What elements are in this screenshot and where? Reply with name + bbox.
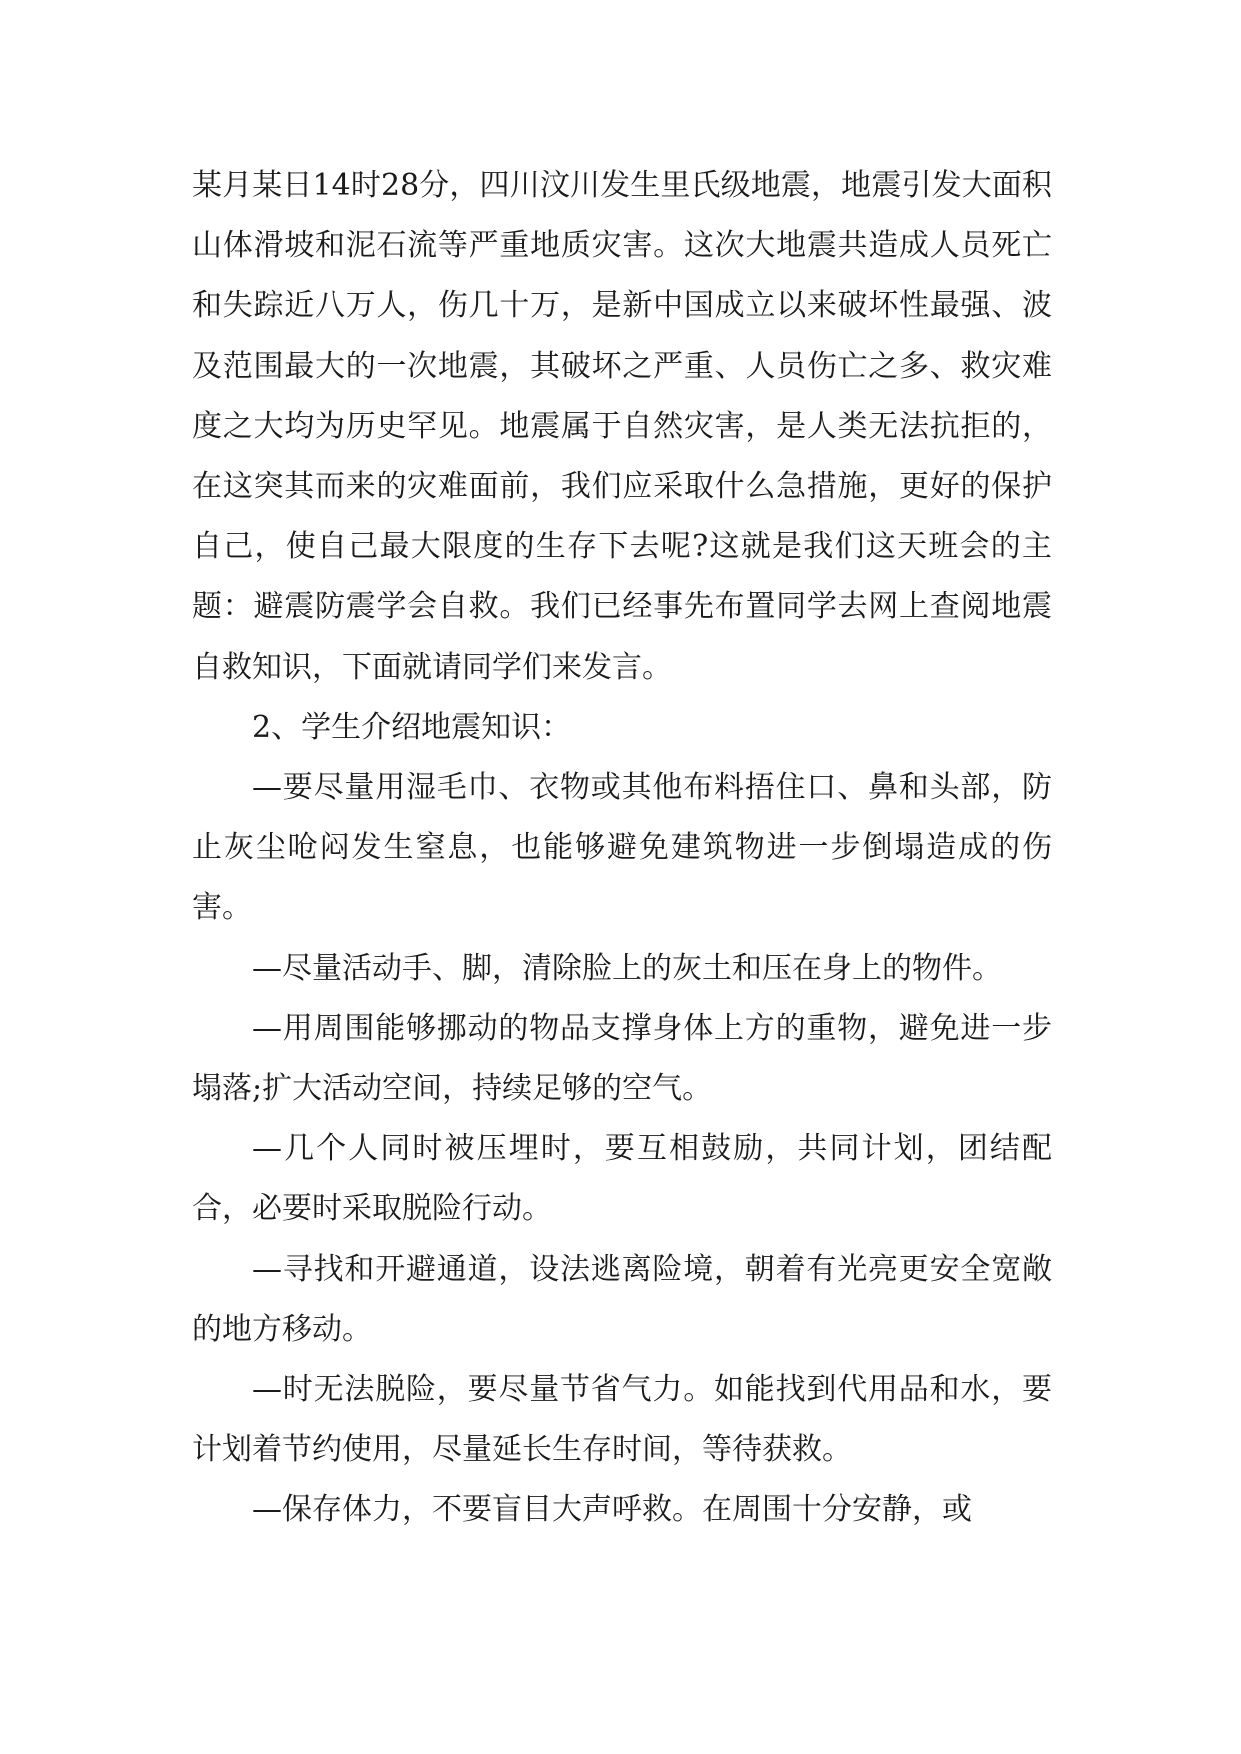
paragraph-tip-encourage: —几个人同时被压埋时，要互相鼓励，共同计划，团结配合，必要时采取脱险行动。 xyxy=(192,1131,1052,1227)
paragraph-tip-cover-mouth: —要尽量用湿毛巾、衣物或其他布料捂住口、鼻和头部，防止灰尘呛闷发生窒息，也能够避免建筑物进一步倒塌造成的伤害。 xyxy=(192,770,1052,926)
paragraph-intro: 某月某日14时28分，四川汶川发生里氏级地震，地震引发大面积山体滑坡和泥石流等严重地质灾害。这次大地震共造成人员死亡和失踪近八万人，伤几十万，是新中国成立以来破坏性最强、波及范围最大的一次地震，其破坏之严重、人员伤亡之多、救灾难度之大均为历史罕见。地震属于自然灾害，是人类无法抗拒的，在这突其而来的灾难面前，我们应采取什么急措施，更好的保护自己，使自己最大限度的生存下去呢?这就是我们这天班会的主题：避震防震学会自救。我们已经事先布置同学去网上查阅地震自救知识，下面就请同学们来发言。 xyxy=(192,168,1052,685)
paragraph-tip-move-limbs: —尽量活动手、脚，清除脸上的灰土和压在身上的物件。 xyxy=(252,950,1002,986)
paragraph-tip-find-passage: —寻找和开避通道，设法逃离险境，朝着有光亮更安全宽敞的地方移动。 xyxy=(192,1251,1052,1347)
paragraph-heading-knowledge: 2、学生介绍地震知识： xyxy=(252,709,572,745)
paragraph-tip-save-energy: —时无法脱险，要尽量节省气力。如能找到代用品和水，要计划着节约使用，尽量延长生存时间，等待获救。 xyxy=(192,1372,1052,1468)
paragraph-tip-support-objects: —用周围能够挪动的物品支撑身体上方的重物，避免进一步塌落;扩大活动空间，持续足够的空气。 xyxy=(192,1010,1052,1107)
paragraph-tip-preserve-strength: —保存体力，不要盲目大声呼救。在周围十分安静，或 xyxy=(252,1492,972,1528)
document-body xyxy=(192,156,1052,1541)
